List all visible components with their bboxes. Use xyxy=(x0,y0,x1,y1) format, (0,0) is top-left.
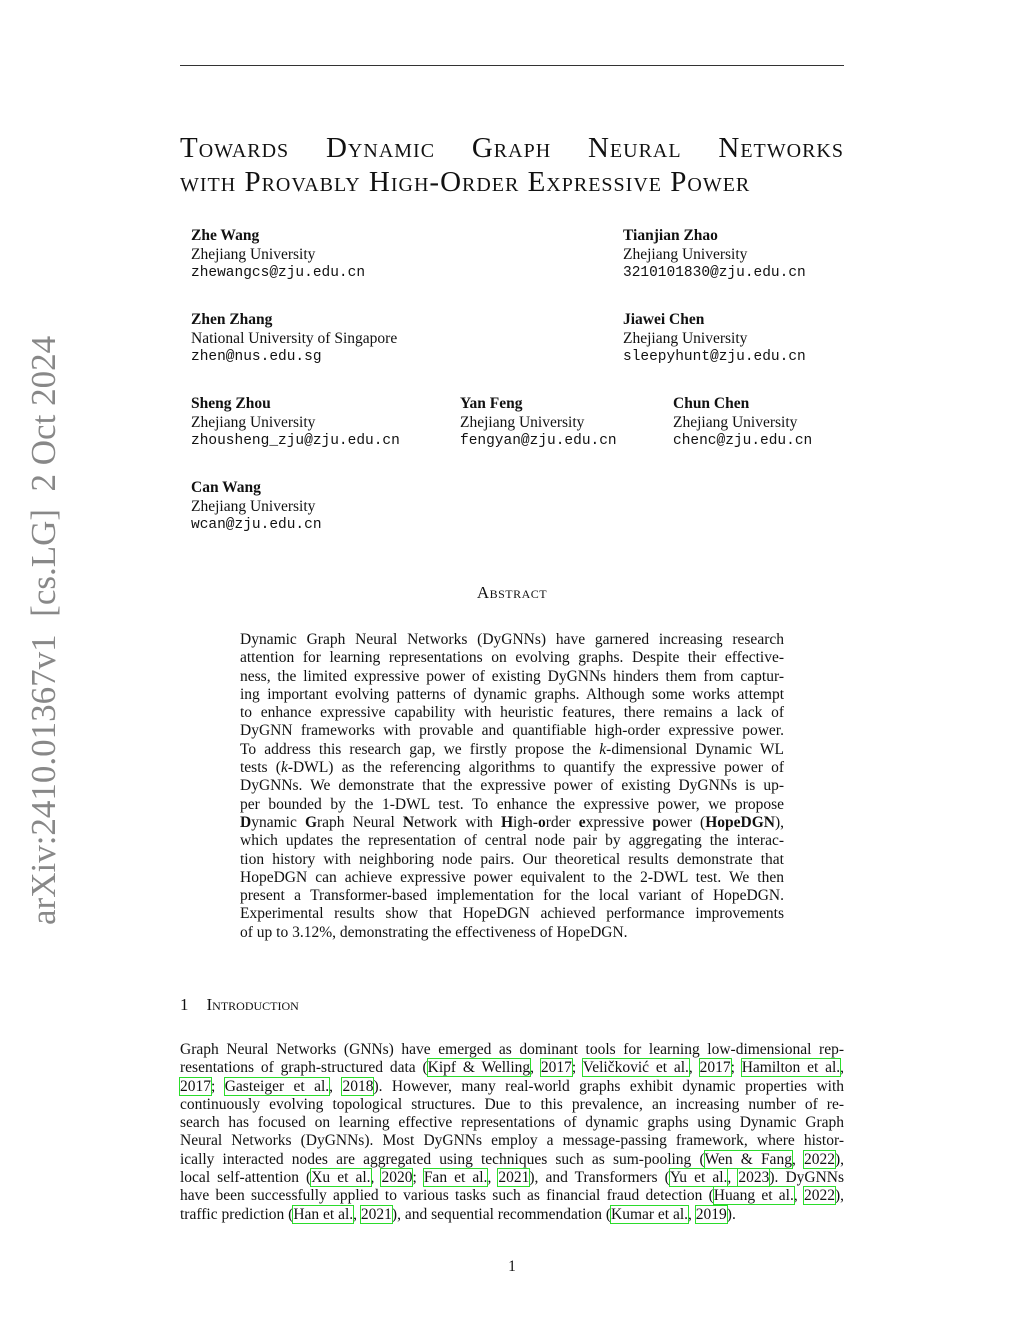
text-line xyxy=(240,832,784,850)
text-span: , xyxy=(329,1077,343,1095)
text-span: -dimensional Dynamic WL xyxy=(606,740,784,758)
text-span: ically interacted nodes are aggregated using techniques such as sum-pooling ( xyxy=(180,1150,705,1168)
text-span: attention for learning representations on evolving graphs. Despite their effective- xyxy=(240,649,784,667)
citation-link[interactable]: 2022 xyxy=(803,1187,835,1205)
text-span: ), xyxy=(774,813,784,831)
author-name: Can Wang xyxy=(191,479,261,496)
section-heading xyxy=(180,995,299,1015)
text-span: HopeDGN can achieve expressive power equivalent to the 2-DWL test. We then xyxy=(240,868,784,886)
author-name: Zhen Zhang xyxy=(191,311,273,328)
text-line xyxy=(240,759,784,777)
text-span: continuously evolving topological structures. Due to this prevalence, an increasing number of re- xyxy=(180,1095,844,1113)
text-span: ing important evolving patterns of dynamic graphs. Although some works attempt xyxy=(240,685,784,703)
citation-link[interactable]: 2021 xyxy=(360,1205,392,1223)
text-line xyxy=(180,1078,844,1096)
text-line xyxy=(180,1151,844,1169)
text-span: ), xyxy=(834,1187,844,1205)
text-span: , xyxy=(791,1150,804,1168)
text-span: search has focused on learning effective representations of dynamic graphs using Dynamic Graph xyxy=(180,1114,844,1132)
author-block xyxy=(191,479,322,535)
text-span: rder xyxy=(545,813,579,831)
author-affiliation: Zhejiang University xyxy=(191,245,316,263)
text-span: tion history with neighboring node pairs. Our theoretical results demonstrate that xyxy=(240,850,784,868)
text-span: ). xyxy=(726,1205,736,1223)
author-name: Zhe Wang xyxy=(191,227,260,244)
bold-text: e xyxy=(578,813,586,831)
author-affiliation: Zhejiang University xyxy=(623,329,748,347)
bold-text: G xyxy=(304,813,317,831)
citation-link[interactable]: Wen & Fang xyxy=(704,1150,792,1168)
text-span: -DWL) as the referencing algorithms to quantify the expressive power of xyxy=(287,759,784,777)
text-span: per bounded by the 1-DWL test. To enhance the expressive power, we propose xyxy=(240,795,784,813)
author-name: Tianjian Zhao xyxy=(623,227,718,244)
author-affiliation: Zhejiang University xyxy=(623,245,748,263)
text-span: ; xyxy=(211,1077,225,1095)
author-block xyxy=(623,227,806,283)
text-line xyxy=(240,668,784,686)
author-email: zhewangcs@zju.edu.cn xyxy=(191,265,366,281)
text-span: etwork with xyxy=(414,813,501,831)
citation-link[interactable]: 2019 xyxy=(695,1205,727,1223)
bold-text: H xyxy=(500,813,513,831)
citation-link[interactable]: 2018 xyxy=(342,1077,374,1095)
citation-link[interactable]: 2017 xyxy=(540,1059,572,1077)
author-name: Yan Feng xyxy=(460,395,523,412)
author-block xyxy=(623,311,806,367)
text-span: ). DyGNNs xyxy=(769,1169,844,1187)
text-span: Dynamic Graph Neural Networks (DyGNNs) have garnered increasing research xyxy=(240,631,784,648)
text-line xyxy=(240,924,784,942)
text-span: , xyxy=(793,1187,804,1205)
author-name: Sheng Zhou xyxy=(191,395,271,412)
bold-text: p xyxy=(652,813,661,831)
author-email: sleepyhunt@zju.edu.cn xyxy=(623,349,806,365)
bold-text: o xyxy=(537,813,546,831)
citation-link[interactable]: 2021 xyxy=(498,1169,530,1187)
math-variable: k xyxy=(280,759,288,777)
text-span: ), and sequential recommendation ( xyxy=(391,1205,611,1223)
citation-link[interactable]: Veličković et al. xyxy=(582,1059,689,1077)
text-line xyxy=(180,1041,844,1059)
author-affiliation: Zhejiang University xyxy=(460,413,585,431)
text-line xyxy=(180,1114,844,1132)
author-name: Jiawei Chen xyxy=(623,311,705,328)
citation-link[interactable]: Hamilton et al. xyxy=(741,1059,841,1077)
text-span: Neural Networks (DyGNNs). Most DyGNNs employ a message-passing framework, where histor- xyxy=(180,1132,844,1150)
text-span: ; xyxy=(412,1169,424,1187)
text-span: ). However, many real-world graphs exhibit dynamic properties with xyxy=(373,1077,844,1095)
text-span: igh- xyxy=(513,813,538,831)
text-line xyxy=(180,1169,844,1187)
text-line xyxy=(240,649,784,667)
citation-link[interactable]: Yu et al. xyxy=(669,1169,728,1187)
author-email: chenc@zju.edu.cn xyxy=(673,433,813,449)
author-block xyxy=(673,395,812,451)
text-line xyxy=(240,686,784,704)
text-line xyxy=(240,887,784,905)
bold-text: HopeDGN xyxy=(705,813,775,831)
citation-link[interactable]: Huang et al. xyxy=(713,1187,794,1205)
text-line xyxy=(240,631,784,649)
citation-link[interactable]: 2022 xyxy=(803,1150,835,1168)
page-number: 1 xyxy=(508,1258,516,1275)
text-line xyxy=(240,869,784,887)
citation-link[interactable]: Kipf & Welling xyxy=(427,1059,531,1077)
author-affiliation: Zhejiang University xyxy=(191,497,316,515)
text-span: of up to 3.12%, demonstrating the effectiveness of HopeDGN. xyxy=(240,923,628,941)
bold-text: D xyxy=(240,813,252,831)
text-span: , xyxy=(727,1169,739,1187)
text-line xyxy=(240,741,784,759)
title-line-2: with Provably High-Order Expressive Power xyxy=(180,166,751,198)
text-line xyxy=(240,722,784,740)
text-line xyxy=(240,851,784,869)
text-span: , xyxy=(688,1205,696,1223)
text-line xyxy=(180,1187,844,1205)
citation-link[interactable]: 2023 xyxy=(738,1169,770,1187)
text-line xyxy=(180,1059,844,1077)
text-span: ynamic xyxy=(251,813,305,831)
text-span: DyGNNs. We demonstrate that the expressive power of existing DyGNNs is up- xyxy=(240,777,784,795)
citation-link[interactable]: 2017 xyxy=(699,1059,731,1077)
text-line xyxy=(240,796,784,814)
citation-link[interactable]: Fan et al. xyxy=(423,1169,488,1187)
text-span: have been successfully applied to various tasks such as financial fraud detection ( xyxy=(180,1187,714,1205)
text-span: Experimental results show that HopeDGN achieved performance improvements xyxy=(240,905,784,923)
author-email: zhen@nus.edu.sg xyxy=(191,349,322,365)
text-span: ; xyxy=(730,1059,742,1077)
text-span: ), and Transformers ( xyxy=(529,1169,670,1187)
abstract-heading: Abstract xyxy=(476,583,548,602)
text-span: , xyxy=(487,1169,499,1187)
text-span: tests ( xyxy=(240,759,281,777)
text-span: local self-attention ( xyxy=(180,1169,312,1187)
author-block xyxy=(460,395,617,451)
abstract-body xyxy=(240,631,784,942)
text-span: ness, the limited expressive power of existing DyGNNs hinders them from captur- xyxy=(240,667,784,685)
text-span: resentations of graph-structured data ( xyxy=(180,1059,428,1077)
text-span: , xyxy=(840,1059,845,1077)
text-span: ower ( xyxy=(660,813,706,831)
text-span: present a Transformer-based implementation for the local variant of HopeDGN. xyxy=(240,887,784,905)
citation-link[interactable]: 2017 xyxy=(180,1077,211,1095)
citation-link[interactable]: Kumar et al. xyxy=(611,1205,689,1223)
text-line xyxy=(240,704,784,722)
title-line-1: Towards Dynamic Graph Neural Networks xyxy=(180,132,844,164)
author-email: zhousheng_zju@zju.edu.cn xyxy=(191,433,400,449)
author-block xyxy=(191,227,365,283)
text-line xyxy=(180,1206,844,1224)
bold-text: N xyxy=(402,813,415,831)
citation-link[interactable]: Xu et al. xyxy=(311,1169,371,1187)
text-span: Graph Neural Networks (GNNs) have emerged as dominant tools for learning low-dimensional rep- xyxy=(180,1041,844,1058)
text-span: , xyxy=(688,1059,700,1077)
text-span: To address this research gap, we firstly propose the xyxy=(240,740,600,758)
author-affiliation: Zhejiang University xyxy=(191,413,316,431)
text-span: ; xyxy=(571,1059,583,1077)
text-span: traffic prediction ( xyxy=(180,1205,294,1223)
section-number: 1 xyxy=(180,995,189,1014)
text-line xyxy=(240,814,784,832)
text-span: raph Neural xyxy=(317,813,403,831)
text-span: xpressive xyxy=(585,813,653,831)
citation-link[interactable]: Gasteiger et al. xyxy=(224,1077,330,1095)
text-line xyxy=(240,777,784,795)
text-line xyxy=(180,1132,844,1150)
author-name: Chun Chen xyxy=(673,395,750,412)
author-block xyxy=(191,395,400,451)
citation-link[interactable]: Han et al. xyxy=(293,1205,354,1223)
author-email: fengyan@zju.edu.cn xyxy=(460,433,617,449)
citation-link[interactable]: 2020 xyxy=(381,1169,413,1187)
text-span: which updates the representation of central node pair by aggregating the interac- xyxy=(240,832,784,850)
author-affiliation: National University of Singapore xyxy=(191,329,398,347)
top-rule xyxy=(180,65,844,66)
intro-paragraph xyxy=(180,1041,844,1224)
text-span: , xyxy=(530,1059,541,1077)
section-title: Introduction xyxy=(206,995,299,1014)
text-span: to enhance expressive capability with heuristic features, there remains a lack of xyxy=(240,704,784,722)
text-span: ), xyxy=(834,1150,845,1168)
text-line xyxy=(180,1096,844,1114)
author-email: wcan@zju.edu.cn xyxy=(191,517,322,533)
text-span: , xyxy=(370,1169,382,1187)
text-span: , xyxy=(353,1205,361,1223)
author-email: 3210101830@zju.edu.cn xyxy=(623,265,806,281)
author-affiliation: Zhejiang University xyxy=(673,413,798,431)
text-span: DyGNN frameworks with provable and quantifiable high-order expressive power. xyxy=(240,722,784,740)
math-variable: k xyxy=(599,740,607,758)
text-line xyxy=(240,905,784,923)
arxiv-identifier: arXiv:2410.01367v1 [cs.LG] 2 Oct 2024 xyxy=(24,335,63,925)
author-block xyxy=(191,311,397,367)
